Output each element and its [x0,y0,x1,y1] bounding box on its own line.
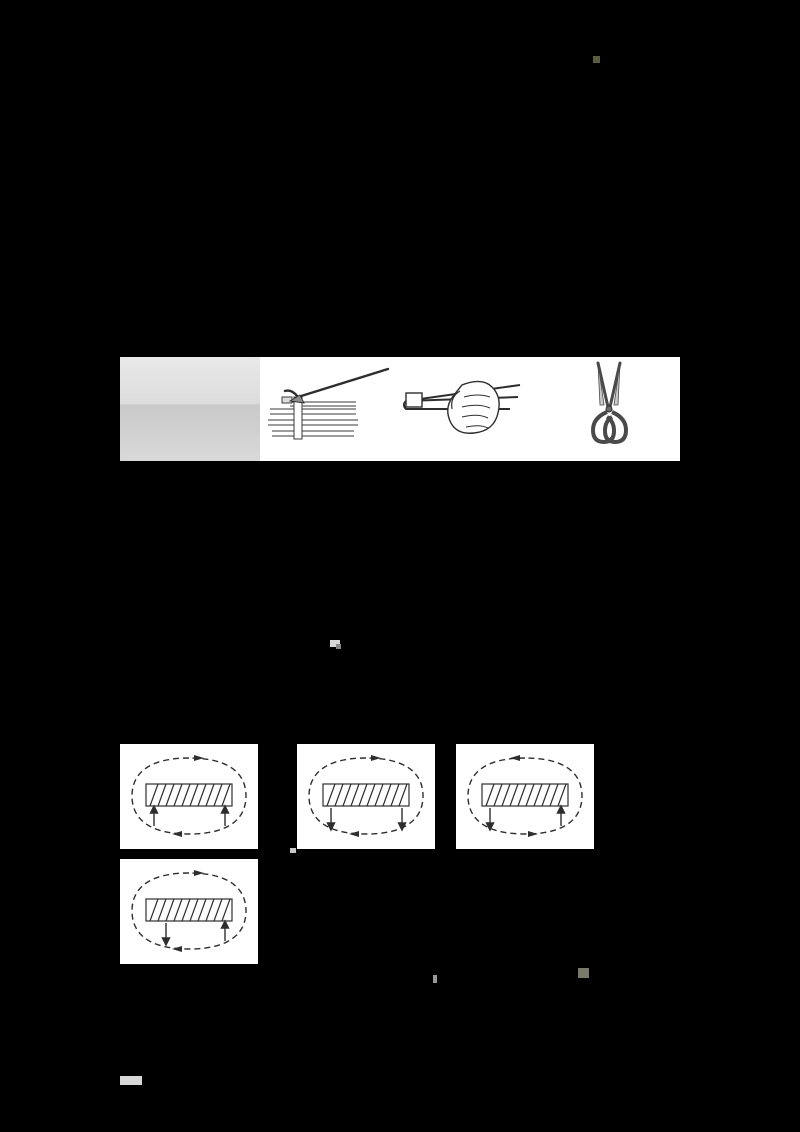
hand-with-tongs-illustration [400,357,540,461]
artifact-mark-top-right [593,56,600,63]
artifact-mark-lower-right [578,968,589,978]
artifact-mark-middle-inner [336,644,341,649]
solenoid-option-b[interactable] [297,744,435,849]
solenoid-field-diagram [120,744,258,849]
solenoid-field-diagram [297,744,435,849]
artifact-mark-lower-left [433,975,437,983]
photo-background [120,357,260,461]
figure-tongs [400,357,540,461]
scissors-illustration [540,357,680,461]
solenoid-field-diagram [456,744,594,849]
solenoid-option-d[interactable] [120,859,258,964]
figure-fishing-rod [120,357,260,461]
figure-crowbar [260,357,400,461]
solenoid-option-a[interactable] [120,744,258,849]
solenoid-option-c[interactable] [456,744,594,849]
figure-scissors [540,357,680,461]
lever-examples-strip [120,357,680,461]
crowbar-illustration [260,357,400,461]
artifact-mark-solenoid-separator [290,848,296,853]
solenoid-field-diagram [120,859,258,964]
artifact-mark-bottom-left [120,1076,142,1085]
